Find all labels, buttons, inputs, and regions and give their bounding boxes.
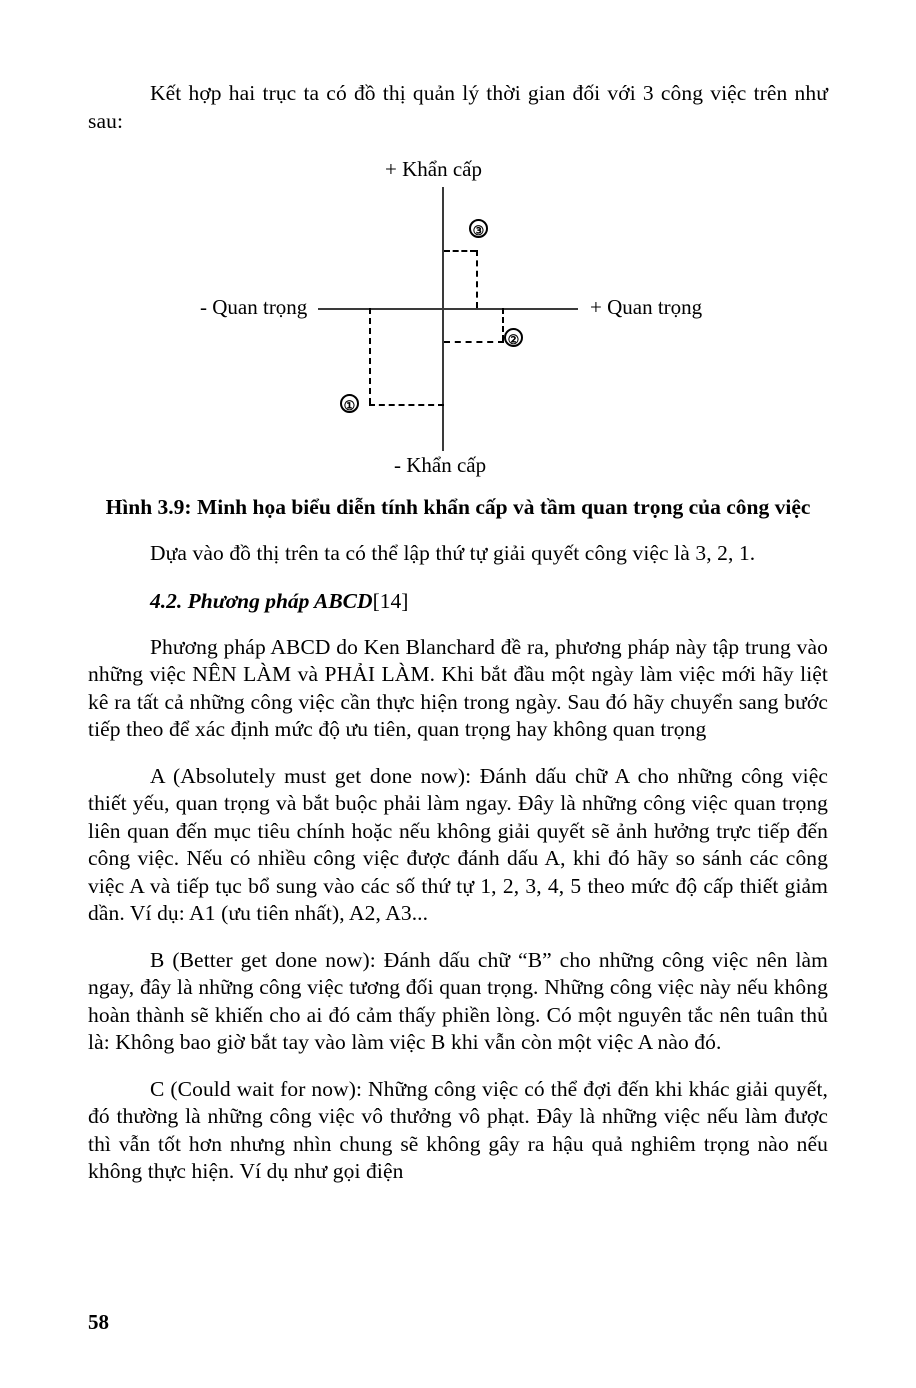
horizontal-axis	[318, 308, 578, 310]
page-content	[88, 80, 828, 1186]
axis-label-important-positive: + Quan trọng	[590, 295, 703, 319]
figure-quadrant-chart	[88, 151, 828, 481]
vertical-axis	[442, 187, 444, 451]
paragraph-category-b: B (Better get done now): Đánh dấu chữ “B” cho những công việc nên làm ngay, đây là những công việc tương đối quan trọng. Những công việc này nếu không hoàn thành sẽ khiến cho ai đó cảm thấy phiền lòng. Có một nguyên tắc nên tuân thủ là: Không bao giờ bắt tay vào làm việc B khi vẫn còn một việc A nào đó.	[88, 947, 828, 1054]
after-figure-paragraph: Dựa vào đồ thị trên ta có thể lập thứ tự giải quyết công việc là 3, 2, 1.	[150, 541, 756, 565]
section-heading	[88, 588, 828, 615]
data-point-3: ③	[469, 219, 488, 238]
leader-line-horizontal-point-2	[444, 341, 504, 343]
intro-paragraph: Kết hợp hai trục ta có đồ thị quản lý thời gian đối với 3 công việc trên như sau:	[88, 81, 828, 133]
leader-line-horizontal-point-3	[444, 250, 476, 252]
figure-caption: Hình 3.9: Minh họa biểu diễn tính khẩn cấp và tầm quan trọng của công việc	[105, 495, 811, 519]
leader-line-vertical-point-1	[369, 308, 371, 404]
section-reference: [14]	[372, 588, 409, 613]
section-heading-title: 4.2. Phương pháp ABCD	[150, 588, 373, 613]
data-point-1: ①	[340, 394, 359, 413]
axis-label-urgent-positive: + Khẩn cấp	[385, 157, 482, 181]
leader-line-vertical-point-3	[476, 250, 478, 308]
data-point-2: ②	[504, 328, 523, 347]
paragraph-category-c: C (Could wait for now): Những công việc có thể đợi đến khi khác giải quyết, đó thường là những công việc vô thưởng vô phạt. Đây là những việc nếu làm được thì vẫn tốt hơn nhưng nhìn chung sẽ không gây ra hậu quả nghiêm trọng nào nếu không thực hiện. Ví dụ như gọi điện	[88, 1076, 828, 1183]
axis-label-important-negative: - Quan trọng	[200, 295, 308, 319]
leader-line-horizontal-point-1	[369, 404, 444, 406]
axis-label-urgent-negative: - Khẩn cấp	[394, 453, 487, 477]
page-number: 58	[88, 1310, 109, 1334]
paragraph-abcd-intro: Phương pháp ABCD do Ken Blanchard đề ra, phương pháp này tập trung vào những việc NÊN LÀM và PHẢI LÀM. Khi bắt đầu một ngày làm việc mới hãy liệt kê ra tất cả những công việc cần thực hiện trong ngày. Sau đó hãy chuyển sang bước tiếp theo để xác định mức độ ưu tiên, quan trọng hay không quan trọng	[88, 634, 828, 741]
paragraph-category-a: A (Absolutely must get done now): Đánh dấu chữ A cho những công việc thiết yếu, quan trọng và bắt buộc phải làm ngay. Đây là những công việc quan trọng liên quan đến mục tiêu chính hoặc nếu không giải quyết sẽ ảnh hưởng trực tiếp đến công việc. Nếu có nhiều công việc được đánh dấu A, khi đó hãy so sánh các công việc A và tiếp tục bổ sung vào các số thứ tự 1, 2, 3, 4, 5 theo mức độ cấp thiết giảm dần. Ví dụ: A1 (ưu tiên nhất), A2, A3...	[88, 763, 828, 925]
